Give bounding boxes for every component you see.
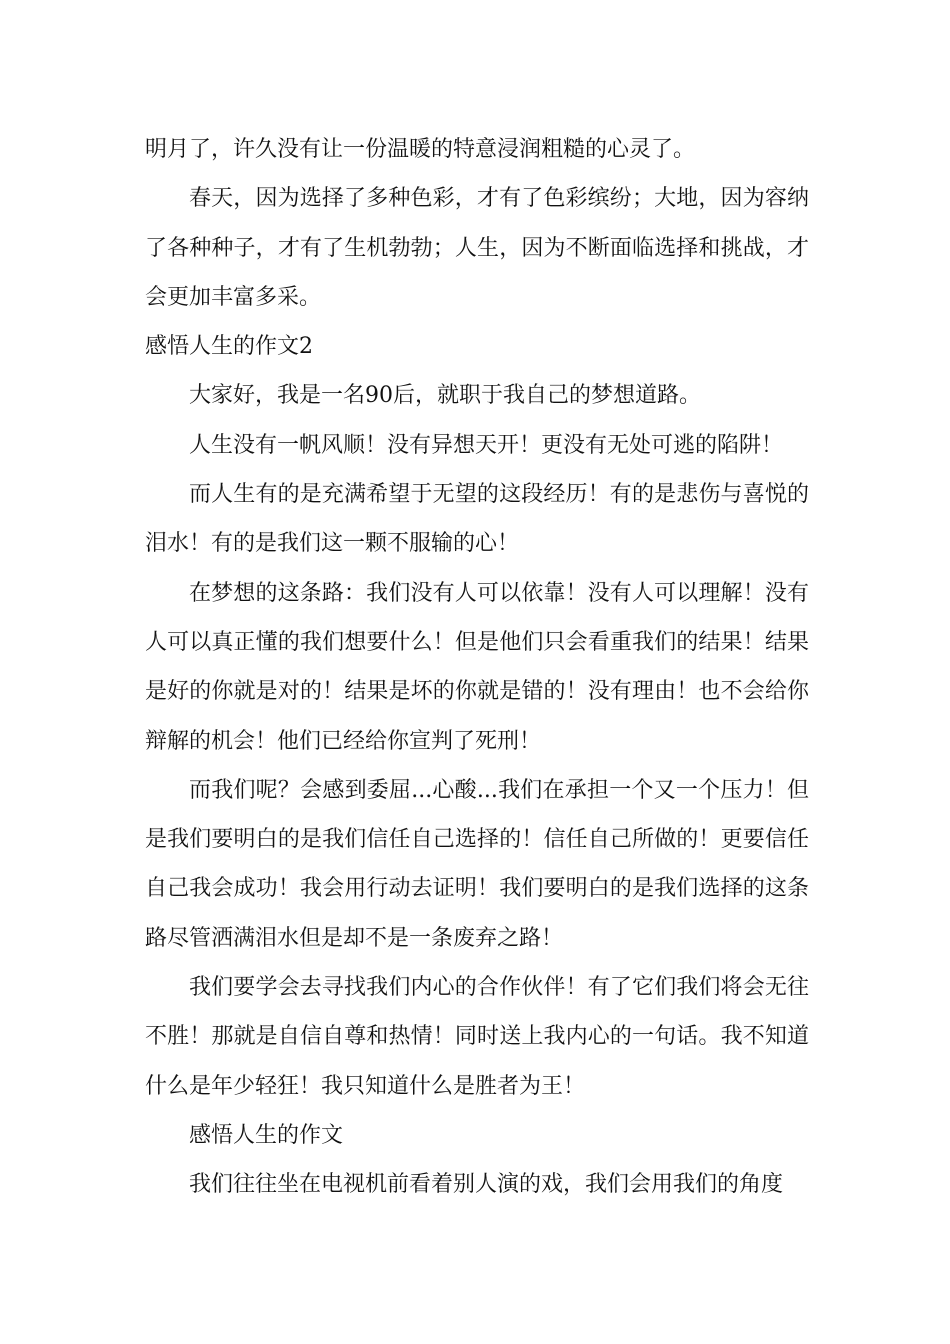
document-body <box>145 125 809 1210</box>
paragraph-6: 在梦想的这条路：我们没有人可以依靠！没有人可以理解！没有人可以真正懂的我们想要什么！但是他们只会看重我们的结果！结果是好的你就是对的！结果是坏的你就是错的！没有理由！也不会给你辩解的机会！他们已经给你宣判了死刑！ <box>145 580 809 754</box>
section-heading-2: 感悟人生的作文2 <box>145 334 313 360</box>
paragraph-3: 大家好，我是一名90后，就职于我自己的梦想道路。 <box>189 383 701 409</box>
section-heading-3: 感悟人生的作文 <box>189 1122 344 1148</box>
paragraph-9: 我们往往坐在电视机前看着别人演的戏，我们会用我们的角度 <box>189 1172 784 1198</box>
paragraph-7: 而我们呢？会感到委屈...心酸...我们在承担一个又一个压力！但是我们要明白的是我们信任自己选择的！信任自己所做的！更要信任自己我会成功！我会用行动去证明！我们要明白的是我们选择的这条路尽管洒满泪水但是却不是一条废弃之路！ <box>145 777 809 951</box>
paragraph-8: 我们要学会去寻找我们内心的合作伙伴！有了它们我们将会无往不胜！那就是自信自尊和热情！同时送上我内心的一句话。我不知道什么是年少轻狂！我只知道什么是胜者为王！ <box>145 975 809 1099</box>
paragraph-5: 而人生有的是充满希望于无望的这段经历！有的是悲伤与喜悦的泪水！有的是我们这一颗不服输的心！ <box>145 482 809 557</box>
paragraph-2: 春天，因为选择了多种色彩，才有了色彩缤纷；大地，因为容纳了各种种子，才有了生机勃勃；人生，因为不断面临选择和挑战，才会更加丰富多采。 <box>145 186 809 310</box>
paragraph-1: 明月了，许久没有让一份温暖的特意浸润粗糙的心灵了。 <box>145 137 696 162</box>
paragraph-4: 人生没有一帆风顺！没有异想天开！更没有无处可逃的陷阱！ <box>189 432 784 458</box>
